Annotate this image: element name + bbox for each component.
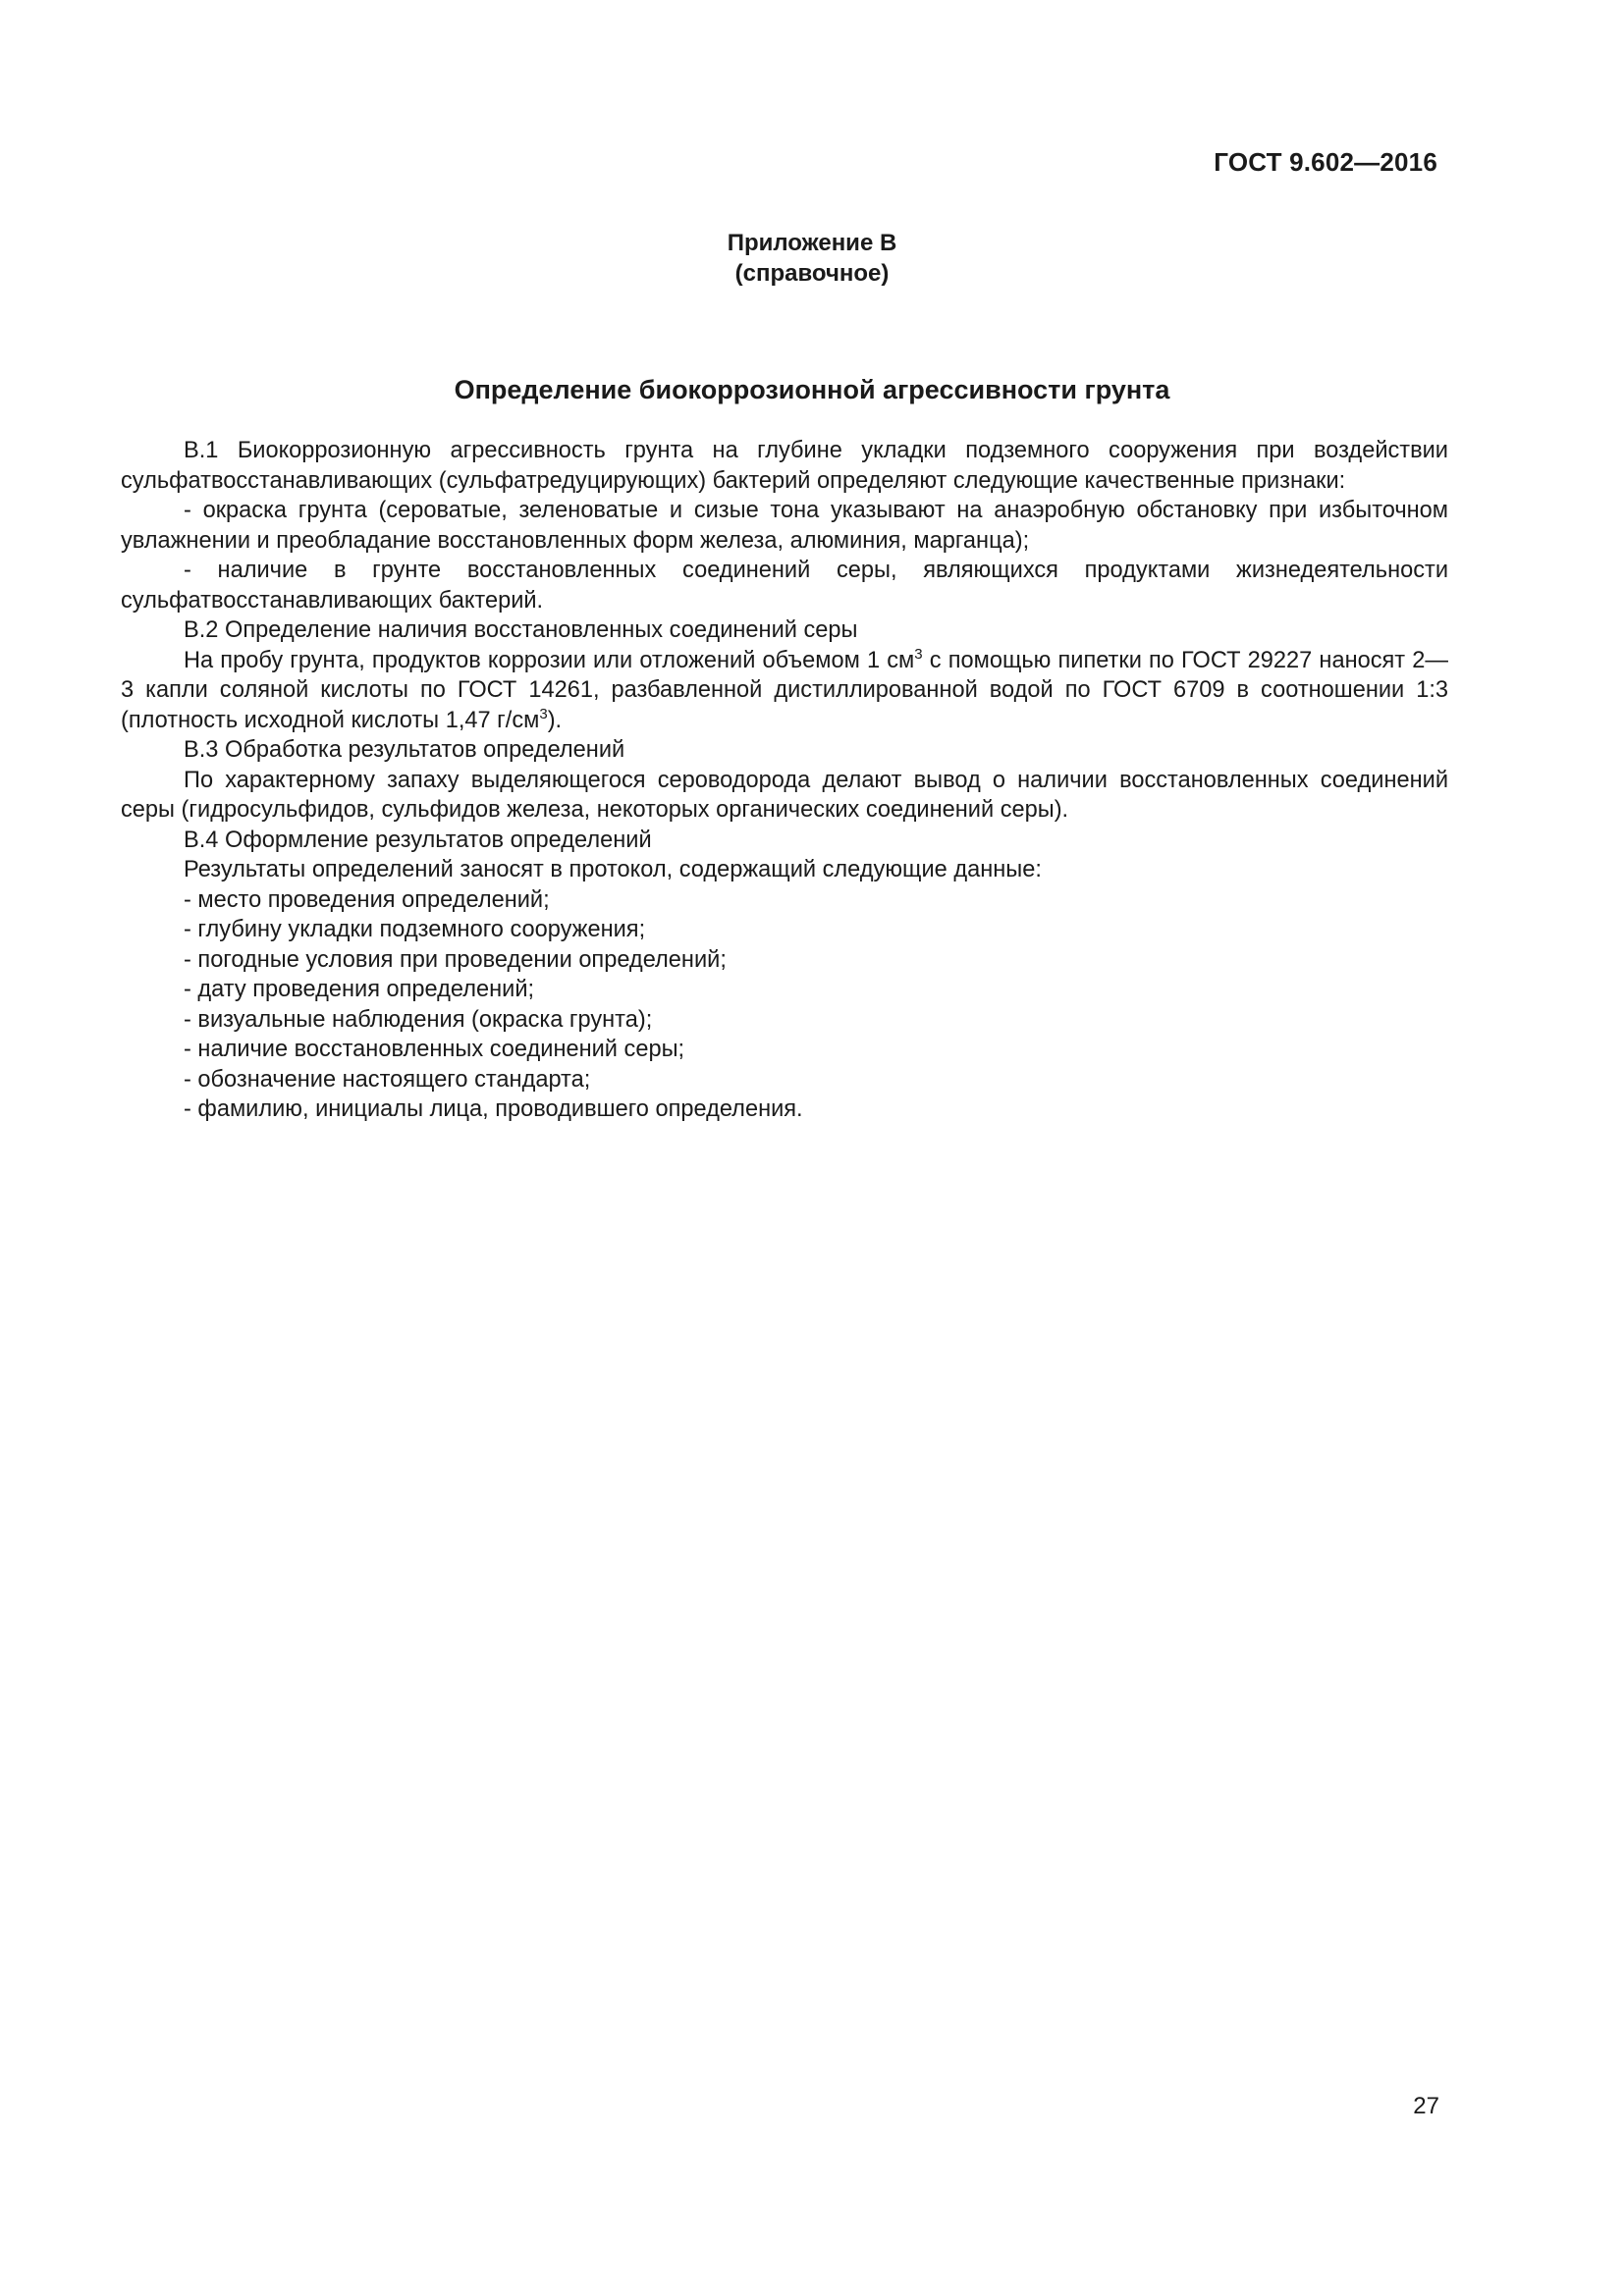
body-text <box>121 436 1448 1125</box>
paragraph-b1: В.1 Биокоррозионную агрессивность грунта на глубине укладки подземного сооружения при воздействии сульфатвосстанавливающих (сульфатредуцирующих) бактерий определяют следующие качественные признаки: <box>121 438 1448 494</box>
paragraph-b4-intro: Результаты определений заносят в протокол, содержащий следующие данные: <box>184 857 1042 882</box>
heading-b4: В.4 Оформление результатов определений <box>184 827 652 853</box>
list-item: - визуальные наблюдения (окраска грунта); <box>184 1006 653 1033</box>
paragraph-b3: По характерному запаху выделяющегося сероводорода делают вывод о наличии восстановленных соединений серы (гидросульфидов, сульфидов железа, некоторых органических соединений серы). <box>121 767 1448 823</box>
heading-b2: В.2 Определение наличия восстановленных соединений серы <box>184 617 858 643</box>
appendix-type: (справочное) <box>734 260 890 287</box>
list-item: - дату проведения определений; <box>184 977 535 1002</box>
appendix-title: Приложение В <box>727 230 897 256</box>
list-item: - наличие восстановленных соединений серы; <box>184 1037 685 1062</box>
standard-code: ГОСТ 9.602—2016 <box>1214 147 1437 177</box>
list-item: - глубину укладки подземного сооружения; <box>184 917 646 942</box>
section-title: Определение биокоррозионной агрессивности грунта <box>454 375 1170 404</box>
list-item: - место проведения определений; <box>184 886 550 913</box>
list-item-b1-2: - наличие в грунте восстановленных соединений серы, являющихся продуктами жизнедеятельности сульфатвосстанавливающих бактерий. <box>121 558 1448 614</box>
list-item: - фамилию, инициалы лица, проводившего определения. <box>184 1096 803 1122</box>
appendix-heading <box>0 228 1624 289</box>
heading-b3: В.3 Обработка результатов определений <box>184 737 625 763</box>
list-item: - обозначение настоящего стандарта; <box>184 1066 591 1093</box>
list-item-b1-1: - окраска грунта (сероватые, зеленоватые и сизые тона указывают на анаэробную обстановку при избыточном увлажнении и преобладание восстановленных форм железа, алюминия, марганца); <box>121 498 1448 554</box>
list-item: - погодные условия при проведении определений; <box>184 946 727 973</box>
paragraph-b2: На пробу грунта, продуктов коррозии или отложений объемом 1 $см^3$ с помощью пипетки по ГОСТ 29227 наносят 2—3 капли соляной кислоты по ГОСТ 14261, разбавленной дистиллированной водой по ГОСТ 6709 в соотношении 1:3 (плотность исходной кислоты 1,47 $г/см^3$). <box>121 645 1448 733</box>
page-number: 27 <box>1413 2093 1439 2119</box>
